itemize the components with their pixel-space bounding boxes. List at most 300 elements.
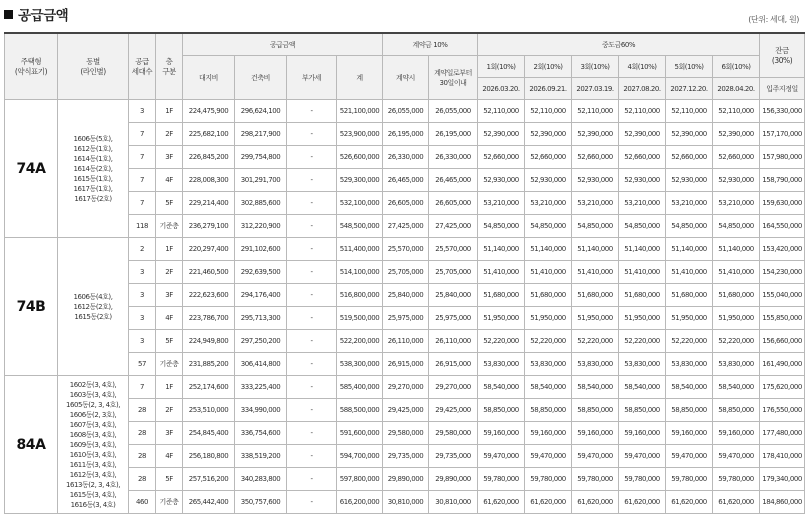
middle-installment-cell: 58,540,000 [619,376,666,399]
balance-cell: 155,850,000 [760,307,805,330]
dong-list-cell [58,376,129,514]
middle-installment-cell: 52,390,000 [666,123,713,146]
households-cell: 28 [129,422,156,445]
building-price-cell: 301,291,700 [235,169,287,192]
dong-line: 1609동(3, 4호), [69,440,117,449]
middle-installment-cell: 52,930,000 [478,169,525,192]
dong-line: 1614동(1호), [73,154,113,163]
balance-cell: 156,330,000 [760,100,805,123]
unit-type-cell: 84A [5,376,58,514]
total-price-cell: 594,700,000 [337,445,383,468]
table-row [5,376,805,399]
middle-installment-cell: 59,470,000 [713,445,760,468]
middle-installment-cell: 52,390,000 [713,123,760,146]
header-land: 대지비 [183,56,235,100]
households-cell: 28 [129,468,156,491]
land-price-cell: 236,279,100 [183,215,235,238]
balance-cell: 178,410,000 [760,445,805,468]
vat-cell: - [287,215,337,238]
middle-installment-cell: 61,620,000 [713,491,760,514]
floor-cell: 1F [156,100,183,123]
dong-line: 1607동(3, 4호), [69,420,117,429]
floor-cell: 기준층 [156,353,183,376]
middle-installment-cell: 58,540,000 [572,376,619,399]
middle-installment-cell: 51,680,000 [713,284,760,307]
middle-installment-cell: 58,540,000 [478,376,525,399]
header-deposit: 계약금 10% [383,33,478,56]
deposit-contract-cell: 29,270,000 [383,376,429,399]
dong-line: 1613동(2, 3, 4호), [65,480,121,489]
floor-cell: 2F [156,123,183,146]
households-cell: 3 [129,307,156,330]
building-price-cell: 333,225,400 [235,376,287,399]
header-total: 계 [337,56,383,100]
deposit-30days-cell: 26,605,000 [429,192,478,215]
dong-line: 1616동(3, 4호) [70,500,116,509]
middle-installment-cell: 61,620,000 [619,491,666,514]
households-cell: 7 [129,376,156,399]
dong-line: 1617동(2호) [74,194,112,203]
balance-cell: 155,040,000 [760,284,805,307]
middle-installment-cell: 52,660,000 [572,146,619,169]
middle-installment-cell: 52,660,000 [619,146,666,169]
households-cell: 3 [129,100,156,123]
building-price-cell: 350,757,600 [235,491,287,514]
vat-cell: - [287,192,337,215]
deposit-30days-cell: 26,330,000 [429,146,478,169]
middle-installment-cell: 51,950,000 [478,307,525,330]
middle-installment-cell: 52,220,000 [572,330,619,353]
middle-installment-cell: 58,850,000 [525,399,572,422]
dong-line: 1615동(3, 4호), [69,490,117,499]
deposit-contract-cell: 29,425,000 [383,399,429,422]
households-cell: 118 [129,215,156,238]
households-cell: 28 [129,445,156,468]
middle-installment-cell: 53,830,000 [478,353,525,376]
building-price-cell: 296,624,100 [235,100,287,123]
header-installment-label: 4회(10%) [619,56,666,78]
floor-cell: 3F [156,422,183,445]
deposit-contract-cell: 30,810,000 [383,491,429,514]
balance-cell: 175,620,000 [760,376,805,399]
middle-installment-cell: 59,160,000 [713,422,760,445]
building-price-cell: 338,519,200 [235,445,287,468]
header-households: 공급 세대수 [129,33,156,100]
middle-installment-cell: 51,140,000 [713,238,760,261]
unit-note: (단위: 세대, 원) [748,15,799,24]
header-middle-payment: 중도금60% [478,33,760,56]
header-supply-price: 공급금액 [183,33,383,56]
deposit-contract-cell: 29,580,000 [383,422,429,445]
total-price-cell: 585,400,000 [337,376,383,399]
deposit-30days-cell: 27,425,000 [429,215,478,238]
land-price-cell: 221,460,500 [183,261,235,284]
dong-line: 1608동(3, 4호), [69,430,117,439]
middle-installment-cell: 59,160,000 [525,422,572,445]
vat-cell: - [287,399,337,422]
middle-installment-cell: 59,780,000 [619,468,666,491]
building-price-cell: 336,754,600 [235,422,287,445]
balance-cell: 179,340,000 [760,468,805,491]
deposit-contract-cell: 27,425,000 [383,215,429,238]
page-title-text: 공급금액 [18,8,69,24]
dong-line: 1612동(1호), [73,144,113,153]
middle-installment-cell: 53,830,000 [619,353,666,376]
balance-cell: 153,420,000 [760,238,805,261]
households-cell: 7 [129,192,156,215]
dong-line: 1603동(3, 4호), [69,390,117,399]
total-price-cell: 521,100,000 [337,100,383,123]
header-installment-label: 6회(10%) [713,56,760,78]
vat-cell: - [287,353,337,376]
middle-installment-cell: 54,850,000 [666,215,713,238]
dong-line: 1615동(2호) [74,312,112,321]
deposit-30days-cell: 25,975,000 [429,307,478,330]
vat-cell: - [287,169,337,192]
middle-installment-cell: 61,620,000 [572,491,619,514]
middle-installment-cell: 52,660,000 [666,146,713,169]
dong-list-cell [58,238,129,376]
land-price-cell: 222,623,600 [183,284,235,307]
dong-line: 1605동(2, 3, 4호), [65,400,121,409]
floor-cell: 4F [156,445,183,468]
deposit-contract-cell: 26,195,000 [383,123,429,146]
deposit-30days-cell: 30,810,000 [429,491,478,514]
middle-installment-cell: 52,390,000 [619,123,666,146]
middle-installment-cell: 52,390,000 [572,123,619,146]
balance-cell: 156,660,000 [760,330,805,353]
floor-cell: 4F [156,307,183,330]
floor-cell: 기준층 [156,215,183,238]
middle-installment-cell: 52,930,000 [666,169,713,192]
land-price-cell: 254,845,400 [183,422,235,445]
middle-installment-cell: 52,390,000 [525,123,572,146]
middle-installment-cell: 52,110,000 [478,100,525,123]
middle-installment-cell: 52,220,000 [619,330,666,353]
table-body [5,100,805,514]
middle-installment-cell: 54,850,000 [572,215,619,238]
deposit-contract-cell: 25,570,000 [383,238,429,261]
total-price-cell: 616,200,000 [337,491,383,514]
middle-installment-cell: 51,140,000 [478,238,525,261]
vat-cell: - [287,307,337,330]
building-price-cell: 294,176,400 [235,284,287,307]
building-price-cell: 292,639,500 [235,261,287,284]
middle-installment-cell: 51,950,000 [713,307,760,330]
middle-installment-cell: 53,210,000 [572,192,619,215]
middle-installment-cell: 58,540,000 [666,376,713,399]
land-price-cell: 223,786,700 [183,307,235,330]
deposit-30days-cell: 26,465,000 [429,169,478,192]
middle-installment-cell: 58,540,000 [713,376,760,399]
balance-cell: 158,790,000 [760,169,805,192]
land-price-cell: 231,885,200 [183,353,235,376]
balance-cell: 157,980,000 [760,146,805,169]
deposit-30days-cell: 29,580,000 [429,422,478,445]
header-dong: 동별 (라인별) [58,33,129,100]
deposit-30days-cell: 25,570,000 [429,238,478,261]
middle-installment-cell: 52,660,000 [713,146,760,169]
vat-cell: - [287,123,337,146]
households-cell: 7 [129,169,156,192]
vat-cell: - [287,100,337,123]
dong-line: 1612동(2호), [73,302,113,311]
dong-line: 1606동(5호), [73,134,113,143]
balance-cell: 157,170,000 [760,123,805,146]
header-installment-label: 2회(10%) [525,56,572,78]
balance-cell: 159,630,000 [760,192,805,215]
header-installment-date: 2026.09.21. [525,78,572,100]
balance-cell: 154,230,000 [760,261,805,284]
header-deposit-contract: 계약시 [383,56,429,100]
middle-installment-cell: 51,950,000 [525,307,572,330]
balance-cell: 164,550,000 [760,215,805,238]
middle-installment-cell: 51,140,000 [666,238,713,261]
middle-installment-cell: 51,410,000 [619,261,666,284]
floor-cell: 2F [156,261,183,284]
middle-installment-cell: 58,850,000 [619,399,666,422]
middle-installment-cell: 52,110,000 [713,100,760,123]
middle-installment-cell: 52,220,000 [666,330,713,353]
total-price-cell: 591,600,000 [337,422,383,445]
vat-cell: - [287,468,337,491]
header-balance-date: 입주지정일 [760,78,805,100]
total-price-cell: 519,500,000 [337,307,383,330]
middle-installment-cell: 51,680,000 [666,284,713,307]
middle-installment-cell: 53,210,000 [666,192,713,215]
floor-cell: 5F [156,468,183,491]
middle-installment-cell: 53,210,000 [525,192,572,215]
unit-type-cell: 74B [5,238,58,376]
deposit-30days-cell: 29,735,000 [429,445,478,468]
middle-installment-cell: 61,620,000 [666,491,713,514]
middle-installment-cell: 51,410,000 [713,261,760,284]
households-cell: 57 [129,353,156,376]
households-cell: 3 [129,261,156,284]
middle-installment-cell: 52,110,000 [619,100,666,123]
households-cell: 2 [129,238,156,261]
households-cell: 3 [129,330,156,353]
households-cell: 460 [129,491,156,514]
middle-installment-cell: 53,210,000 [713,192,760,215]
deposit-contract-cell: 25,840,000 [383,284,429,307]
middle-installment-cell: 53,210,000 [478,192,525,215]
middle-installment-cell: 53,830,000 [666,353,713,376]
middle-installment-cell: 59,780,000 [713,468,760,491]
middle-installment-cell: 59,160,000 [666,422,713,445]
header-building: 건축비 [235,56,287,100]
middle-installment-cell: 51,140,000 [525,238,572,261]
middle-installment-cell: 51,140,000 [572,238,619,261]
middle-installment-cell: 51,410,000 [666,261,713,284]
header-floor: 층 구분 [156,33,183,100]
middle-installment-cell: 54,850,000 [619,215,666,238]
supply-price-table [4,32,805,514]
table-row [5,238,805,261]
middle-installment-cell: 58,540,000 [525,376,572,399]
building-price-cell: 297,250,200 [235,330,287,353]
table-row [5,100,805,123]
vat-cell: - [287,422,337,445]
vat-cell: - [287,491,337,514]
floor-cell: 기준층 [156,491,183,514]
middle-installment-cell: 58,850,000 [666,399,713,422]
deposit-30days-cell: 25,705,000 [429,261,478,284]
households-cell: 3 [129,284,156,307]
total-price-cell: 532,100,000 [337,192,383,215]
deposit-30days-cell: 25,840,000 [429,284,478,307]
middle-installment-cell: 51,410,000 [572,261,619,284]
middle-installment-cell: 52,930,000 [619,169,666,192]
middle-installment-cell: 52,660,000 [525,146,572,169]
total-price-cell: 597,800,000 [337,468,383,491]
header-installment-date: 2027.03.19. [572,78,619,100]
households-cell: 7 [129,123,156,146]
land-price-cell: 228,008,300 [183,169,235,192]
land-price-cell: 226,845,200 [183,146,235,169]
land-price-cell: 252,174,600 [183,376,235,399]
vat-cell: - [287,261,337,284]
middle-installment-cell: 52,660,000 [478,146,525,169]
deposit-30days-cell: 29,425,000 [429,399,478,422]
floor-cell: 1F [156,238,183,261]
deposit-contract-cell: 26,110,000 [383,330,429,353]
dong-line: 1614동(2호), [73,164,113,173]
building-price-cell: 334,990,000 [235,399,287,422]
land-price-cell: 220,297,400 [183,238,235,261]
middle-installment-cell: 59,780,000 [666,468,713,491]
middle-installment-cell: 61,620,000 [525,491,572,514]
middle-installment-cell: 59,160,000 [478,422,525,445]
middle-installment-cell: 51,680,000 [478,284,525,307]
dong-line: 1611동(3, 4호), [69,460,117,469]
header-installment-date: 2026.03.20. [478,78,525,100]
vat-cell: - [287,330,337,353]
dong-line: 1606동(2, 3호), [69,410,117,419]
building-price-cell: 312,220,900 [235,215,287,238]
table-header [5,33,805,100]
vat-cell: - [287,146,337,169]
total-price-cell: 526,600,000 [337,146,383,169]
vat-cell: - [287,445,337,468]
deposit-30days-cell: 26,055,000 [429,100,478,123]
land-price-cell: 224,949,800 [183,330,235,353]
land-price-cell: 224,475,900 [183,100,235,123]
floor-cell: 3F [156,284,183,307]
middle-installment-cell: 58,850,000 [478,399,525,422]
middle-installment-cell: 59,470,000 [619,445,666,468]
middle-installment-cell: 52,220,000 [478,330,525,353]
middle-installment-cell: 54,850,000 [478,215,525,238]
middle-installment-cell: 52,110,000 [525,100,572,123]
middle-installment-cell: 54,850,000 [713,215,760,238]
households-cell: 7 [129,146,156,169]
floor-cell: 4F [156,169,183,192]
middle-installment-cell: 52,930,000 [572,169,619,192]
total-price-cell: 538,300,000 [337,353,383,376]
deposit-contract-cell: 26,605,000 [383,192,429,215]
header-deposit-30days: 계약일로부터 30일이내 [429,56,478,100]
floor-cell: 5F [156,192,183,215]
balance-cell: 177,480,000 [760,422,805,445]
middle-installment-cell: 59,160,000 [572,422,619,445]
total-price-cell: 511,400,000 [337,238,383,261]
middle-installment-cell: 52,930,000 [713,169,760,192]
building-price-cell: 295,713,300 [235,307,287,330]
header-installment-label: 1회(10%) [478,56,525,78]
middle-installment-cell: 51,140,000 [619,238,666,261]
deposit-contract-cell: 29,890,000 [383,468,429,491]
vat-cell: - [287,238,337,261]
floor-cell: 5F [156,330,183,353]
middle-installment-cell: 52,110,000 [666,100,713,123]
dong-line: 1610동(3, 4호), [69,450,117,459]
header-vat: 부가세 [287,56,337,100]
header-installment-date: 2027.08.20. [619,78,666,100]
middle-installment-cell: 51,950,000 [619,307,666,330]
building-price-cell: 306,414,800 [235,353,287,376]
dong-line: 1617동(1호), [73,184,113,193]
middle-installment-cell: 54,850,000 [525,215,572,238]
building-price-cell: 340,283,800 [235,468,287,491]
vat-cell: - [287,284,337,307]
middle-installment-cell: 51,410,000 [525,261,572,284]
dong-line: 1602동(3, 4호), [69,380,117,389]
vat-cell: - [287,376,337,399]
building-price-cell: 302,885,600 [235,192,287,215]
floor-cell: 2F [156,399,183,422]
households-cell: 28 [129,399,156,422]
page-title [4,4,68,24]
deposit-contract-cell: 29,735,000 [383,445,429,468]
balance-cell: 184,860,000 [760,491,805,514]
header-installment-label: 5회(10%) [666,56,713,78]
floor-cell: 3F [156,146,183,169]
total-price-cell: 588,500,000 [337,399,383,422]
dong-list-cell [58,100,129,238]
total-price-cell: 522,200,000 [337,330,383,353]
deposit-30days-cell: 26,110,000 [429,330,478,353]
middle-installment-cell: 53,830,000 [713,353,760,376]
building-price-cell: 298,217,900 [235,123,287,146]
header-installment-label: 3회(10%) [572,56,619,78]
building-price-cell: 291,102,600 [235,238,287,261]
deposit-30days-cell: 26,915,000 [429,353,478,376]
middle-installment-cell: 59,470,000 [478,445,525,468]
land-price-cell: 229,214,400 [183,192,235,215]
header-installment-date: 2027.12.20. [666,78,713,100]
header-balance: 잔금 (30%) [760,33,805,78]
total-price-cell: 548,500,000 [337,215,383,238]
header-installment-date: 2028.04.20. [713,78,760,100]
middle-installment-cell: 52,220,000 [525,330,572,353]
middle-installment-cell: 52,930,000 [525,169,572,192]
square-bullet-icon [4,10,13,19]
middle-installment-cell: 59,470,000 [525,445,572,468]
dong-line: 1615동(1호), [73,174,113,183]
middle-installment-cell: 52,220,000 [713,330,760,353]
middle-installment-cell: 59,780,000 [478,468,525,491]
middle-installment-cell: 61,620,000 [478,491,525,514]
balance-cell: 161,490,000 [760,353,805,376]
middle-installment-cell: 53,830,000 [525,353,572,376]
land-price-cell: 253,510,000 [183,399,235,422]
middle-installment-cell: 51,680,000 [572,284,619,307]
balance-cell: 176,550,000 [760,399,805,422]
middle-installment-cell: 59,470,000 [666,445,713,468]
middle-installment-cell: 59,780,000 [572,468,619,491]
unit-type-cell: 74A [5,100,58,238]
